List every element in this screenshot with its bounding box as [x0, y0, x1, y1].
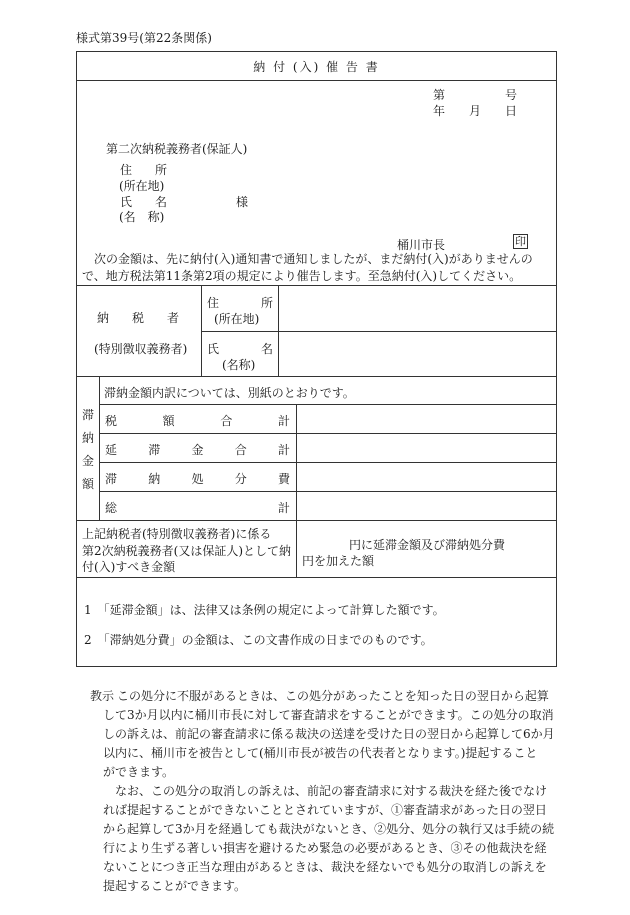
doc-date: 年 月 日	[433, 104, 518, 118]
taxpayer-address-label-a: 住	[207, 296, 220, 310]
row-grand-total-label: 総 計	[105, 501, 290, 515]
divider	[76, 285, 557, 286]
payable-value-line-1: 円に延滞金額及び滞納処分費	[349, 538, 506, 552]
divider	[99, 462, 557, 463]
address-label-a: 住	[120, 163, 133, 177]
arrears-note: 滞納金額内訳については、別紙のとおりです。	[104, 386, 355, 400]
divider	[99, 491, 557, 492]
seal-box: 印	[515, 235, 526, 248]
form-title: 納 付 (入) 催 告 書	[253, 60, 380, 74]
notice-body: して3か月以内に桶川市長に対して審査請求をすることができます。この処分の取消 しの訴えは、前記の審査請求に係る裁決の送達を受けた日の翌日から起算して6か月 以内に、桶川市を被告として(桶川市長が被告の代表者となります。)提起すること ができます。 なお、この処分の取消しの訴えは、前記の審査請求に対する裁決を経た後でなけ れば提起することができないこととされていますが、①審査請求があった日の翌日 から起算して3か月を経過しても裁決がないとき、②処分、処分の執行又は手続の続 行により生ずる著しい損害を避けるため緊急の必要があるとき、③その他裁決を経 ないことにつき正当な理由があるときは、裁決を経ないでも処分の取消しの訴えを 提起することができます。	[103, 708, 555, 893]
addressee-heading: 第二次納税義務者(保証人)	[106, 142, 248, 156]
intro-paragraph	[82, 251, 552, 284]
name-label-b: 名	[155, 195, 168, 209]
taxpayer-label: 納 税 者	[97, 311, 179, 325]
taxpayer-name-sub: (名称)	[222, 358, 256, 372]
doc-number: 第 号	[433, 88, 518, 102]
row-late-fee-total-label: 延 滞 金 合 計	[105, 443, 290, 457]
note-2: 2 「滞納処分費」の金額は、この文書作成の日までのものです。	[84, 633, 433, 647]
taxpayer-address-label-b: 所	[261, 296, 274, 310]
arrears-side-label: 滞 納 金 額	[82, 408, 95, 491]
divider	[201, 331, 557, 332]
sama-honorific: 様	[236, 195, 249, 209]
divider	[76, 520, 557, 521]
form-label: 様式第39号(第22条関係)	[76, 31, 212, 45]
taxpayer-label-sub: (特別徴収義務者)	[94, 342, 188, 356]
address-label-b: 所	[155, 163, 168, 177]
name-label-a: 氏	[120, 195, 133, 209]
taxpayer-name-label-a: 氏	[207, 342, 220, 356]
notice-first-line: この処分に不服があるときは、この処分があったことを知った日の翌日から起算	[117, 689, 549, 703]
intro-line-1: 次の金額は、先に納付(入)通知書で通知しましたが、まだ納付(入)がありませんの	[82, 252, 533, 266]
issuer: 桶川市長	[397, 238, 446, 252]
row-disposition-cost-label: 滞 納 処 分 費	[105, 472, 290, 486]
intro-line-2: で、地方税法第11条第2項の規定により催告します。至急納付(入)してください。	[82, 268, 522, 283]
payable-value-line-2: 円を加えた額	[302, 554, 375, 568]
name-sub: (名 称)	[119, 210, 165, 224]
divider	[76, 577, 557, 578]
payable-label: 上記納税者(特別徴収義務者)に係る 第2次納税義務者(又は保証人)として納 付(入)すべき金額	[82, 527, 291, 574]
divider	[76, 376, 557, 377]
divider	[296, 520, 297, 577]
note-1: 1 「延滞金額」は、法律又は条例の規定によって計算した額です。	[84, 603, 445, 617]
taxpayer-name-label-b: 名	[261, 342, 274, 356]
divider	[99, 376, 100, 520]
notice-head: 教示	[90, 689, 115, 703]
divider	[76, 80, 557, 81]
row-tax-total-label: 税 額 合 計	[105, 414, 290, 428]
address-sub: (所在地)	[119, 179, 165, 193]
taxpayer-address-sub: (所在地)	[214, 312, 260, 326]
divider	[99, 433, 557, 434]
divider	[99, 404, 557, 405]
